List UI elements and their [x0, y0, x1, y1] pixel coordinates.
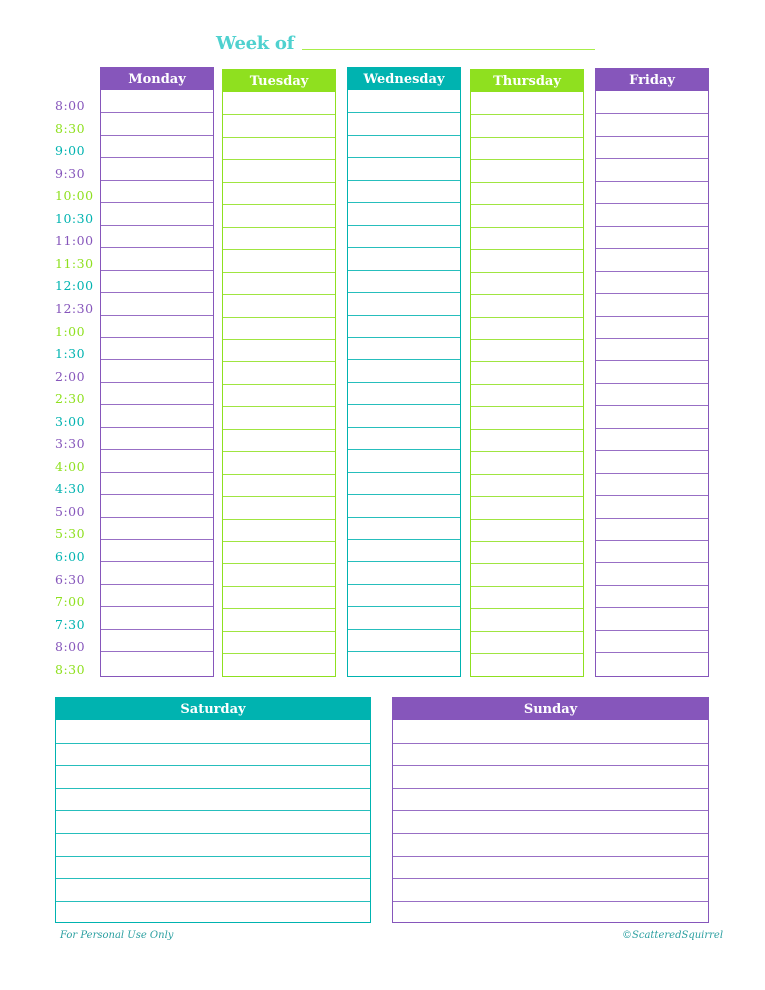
- row-line: [596, 473, 708, 474]
- row-line: [56, 901, 370, 902]
- row-line: [223, 249, 335, 250]
- row-line: [596, 652, 708, 653]
- row-line: [223, 429, 335, 430]
- row-line: [596, 360, 708, 361]
- time-label: 12:30: [55, 300, 94, 316]
- row-line: [101, 494, 213, 495]
- weekday-column-friday[interactable]: [595, 68, 709, 677]
- time-label: 12:00: [55, 278, 94, 294]
- week-of-label: Week of: [216, 33, 295, 54]
- row-line: [471, 249, 583, 250]
- row-line: [348, 270, 460, 271]
- row-line: [596, 428, 708, 429]
- weekday-column-monday[interactable]: [100, 67, 214, 677]
- weekday-column-header-thursday: Thursday: [471, 70, 583, 92]
- row-line: [223, 204, 335, 205]
- row-line: [596, 316, 708, 317]
- row-line: [101, 225, 213, 226]
- weekday-column-header-monday: Monday: [101, 68, 213, 90]
- row-line: [101, 606, 213, 607]
- copyright-signature: ©ScatteredSquirrel: [622, 930, 724, 941]
- row-line: [596, 293, 708, 294]
- row-line: [348, 449, 460, 450]
- row-line: [471, 541, 583, 542]
- time-label: 4:00: [55, 458, 86, 474]
- schedule-rows[interactable]: [348, 90, 460, 675]
- row-line: [471, 451, 583, 452]
- row-line: [223, 496, 335, 497]
- time-label: 10:30: [55, 210, 94, 226]
- row-line: [471, 182, 583, 183]
- time-label: 8:30: [55, 661, 86, 677]
- row-line: [101, 472, 213, 473]
- time-label: 7:00: [55, 594, 86, 610]
- row-line: [223, 361, 335, 362]
- time-label: 6:30: [55, 571, 86, 587]
- row-line: [596, 607, 708, 608]
- row-line: [348, 584, 460, 585]
- row-line: [471, 159, 583, 160]
- row-line: [56, 833, 370, 834]
- row-line: [596, 181, 708, 182]
- row-line: [101, 135, 213, 136]
- row-line: [596, 203, 708, 204]
- week-of-write-line[interactable]: [302, 49, 595, 50]
- row-line: [596, 518, 708, 519]
- row-line: [101, 651, 213, 652]
- weekday-column-header-wednesday: Wednesday: [348, 68, 460, 90]
- schedule-rows[interactable]: [596, 91, 708, 675]
- row-line: [223, 294, 335, 295]
- personal-use-note: For Personal Use Only: [60, 930, 174, 941]
- row-line: [348, 247, 460, 248]
- row-line: [223, 451, 335, 452]
- row-line: [596, 136, 708, 137]
- row-line: [393, 743, 708, 744]
- row-line: [101, 561, 213, 562]
- time-label: 2:30: [55, 391, 86, 407]
- row-line: [223, 137, 335, 138]
- weekday-column-header-friday: Friday: [596, 69, 708, 91]
- schedule-rows[interactable]: [393, 720, 708, 921]
- row-line: [471, 519, 583, 520]
- row-line: [348, 315, 460, 316]
- row-line: [471, 496, 583, 497]
- row-line: [393, 788, 708, 789]
- schedule-rows[interactable]: [471, 92, 583, 675]
- row-line: [101, 584, 213, 585]
- row-line: [471, 317, 583, 318]
- time-label: 3:30: [55, 436, 86, 452]
- row-line: [471, 608, 583, 609]
- row-line: [101, 427, 213, 428]
- row-line: [348, 427, 460, 428]
- row-line: [56, 788, 370, 789]
- row-line: [101, 112, 213, 113]
- row-line: [101, 449, 213, 450]
- row-line: [471, 227, 583, 228]
- row-line: [348, 112, 460, 113]
- row-line: [596, 383, 708, 384]
- row-line: [101, 180, 213, 181]
- weekend-box-header-saturday: Saturday: [56, 698, 370, 720]
- row-line: [101, 292, 213, 293]
- row-line: [101, 382, 213, 383]
- row-line: [596, 405, 708, 406]
- row-line: [471, 474, 583, 475]
- row-line: [596, 158, 708, 159]
- row-line: [101, 315, 213, 316]
- row-line: [348, 472, 460, 473]
- row-line: [596, 495, 708, 496]
- schedule-rows[interactable]: [56, 720, 370, 921]
- row-line: [348, 337, 460, 338]
- time-label: 9:00: [55, 143, 86, 159]
- row-line: [348, 202, 460, 203]
- row-line: [596, 540, 708, 541]
- row-line: [471, 361, 583, 362]
- row-line: [223, 272, 335, 273]
- row-line: [596, 585, 708, 586]
- row-line: [223, 227, 335, 228]
- row-line: [471, 384, 583, 385]
- row-line: [101, 517, 213, 518]
- row-line: [223, 114, 335, 115]
- time-label: 8:00: [55, 639, 86, 655]
- row-line: [223, 406, 335, 407]
- row-line: [471, 339, 583, 340]
- row-line: [223, 317, 335, 318]
- row-line: [471, 114, 583, 115]
- time-label: 5:30: [55, 526, 86, 542]
- row-line: [101, 629, 213, 630]
- time-label: 6:00: [55, 549, 86, 564]
- weekday-column-wednesday[interactable]: [347, 67, 461, 677]
- row-line: [56, 765, 370, 766]
- row-line: [471, 272, 583, 273]
- row-line: [393, 856, 708, 857]
- row-line: [471, 631, 583, 632]
- row-line: [223, 182, 335, 183]
- weekday-column-header-tuesday: Tuesday: [223, 70, 335, 92]
- row-line: [101, 157, 213, 158]
- row-line: [471, 653, 583, 654]
- row-line: [471, 429, 583, 430]
- weekday-column-tuesday[interactable]: [222, 69, 336, 677]
- row-line: [223, 631, 335, 632]
- time-label: 5:00: [55, 503, 86, 519]
- row-line: [596, 450, 708, 451]
- row-line: [393, 878, 708, 879]
- row-line: [223, 586, 335, 587]
- row-line: [223, 384, 335, 385]
- row-line: [348, 359, 460, 360]
- row-line: [348, 225, 460, 226]
- row-line: [348, 517, 460, 518]
- schedule-rows[interactable]: [223, 92, 335, 675]
- time-label: 11:30: [55, 255, 94, 271]
- weekday-column-thursday[interactable]: [470, 69, 584, 677]
- row-line: [471, 406, 583, 407]
- row-line: [101, 337, 213, 338]
- row-line: [393, 901, 708, 902]
- row-line: [223, 159, 335, 160]
- row-line: [471, 563, 583, 564]
- time-label: 4:30: [55, 481, 86, 497]
- row-line: [596, 562, 708, 563]
- row-line: [393, 810, 708, 811]
- row-line: [223, 541, 335, 542]
- row-line: [596, 113, 708, 114]
- row-line: [348, 651, 460, 652]
- row-line: [56, 743, 370, 744]
- weekend-box-header-sunday: Sunday: [393, 698, 708, 720]
- row-line: [348, 494, 460, 495]
- time-label: 2:00: [55, 368, 86, 384]
- row-line: [101, 202, 213, 203]
- row-line: [471, 294, 583, 295]
- row-line: [101, 359, 213, 360]
- row-line: [56, 810, 370, 811]
- row-line: [223, 474, 335, 475]
- weekend-box-sunday[interactable]: [392, 697, 709, 923]
- weekend-box-saturday[interactable]: [55, 697, 371, 923]
- row-line: [101, 247, 213, 248]
- row-line: [596, 630, 708, 631]
- row-line: [348, 157, 460, 158]
- row-line: [348, 629, 460, 630]
- row-line: [56, 878, 370, 879]
- row-line: [223, 519, 335, 520]
- time-label: 8:30: [55, 120, 86, 136]
- row-line: [223, 608, 335, 609]
- row-line: [393, 833, 708, 834]
- row-line: [393, 765, 708, 766]
- time-label: 11:00: [55, 233, 94, 249]
- row-line: [101, 404, 213, 405]
- row-line: [596, 271, 708, 272]
- row-line: [471, 137, 583, 138]
- row-line: [596, 226, 708, 227]
- row-line: [223, 563, 335, 564]
- row-line: [56, 856, 370, 857]
- row-line: [348, 404, 460, 405]
- row-line: [348, 539, 460, 540]
- row-line: [471, 204, 583, 205]
- time-label: 3:00: [55, 413, 86, 429]
- time-label: 10:00: [55, 188, 94, 204]
- row-line: [101, 270, 213, 271]
- time-label: 1:00: [55, 323, 86, 339]
- time-label: 8:00: [55, 98, 86, 113]
- time-label: 7:30: [55, 616, 86, 632]
- row-line: [101, 539, 213, 540]
- row-line: [471, 586, 583, 587]
- row-line: [348, 292, 460, 293]
- row-line: [348, 180, 460, 181]
- schedule-rows[interactable]: [101, 90, 213, 675]
- time-label: 1:30: [55, 346, 86, 362]
- row-line: [596, 248, 708, 249]
- time-label: 9:30: [55, 165, 86, 181]
- row-line: [348, 135, 460, 136]
- row-line: [223, 339, 335, 340]
- row-line: [348, 606, 460, 607]
- row-line: [596, 338, 708, 339]
- row-line: [348, 561, 460, 562]
- week-of-heading: [216, 33, 595, 54]
- row-line: [223, 653, 335, 654]
- row-line: [348, 382, 460, 383]
